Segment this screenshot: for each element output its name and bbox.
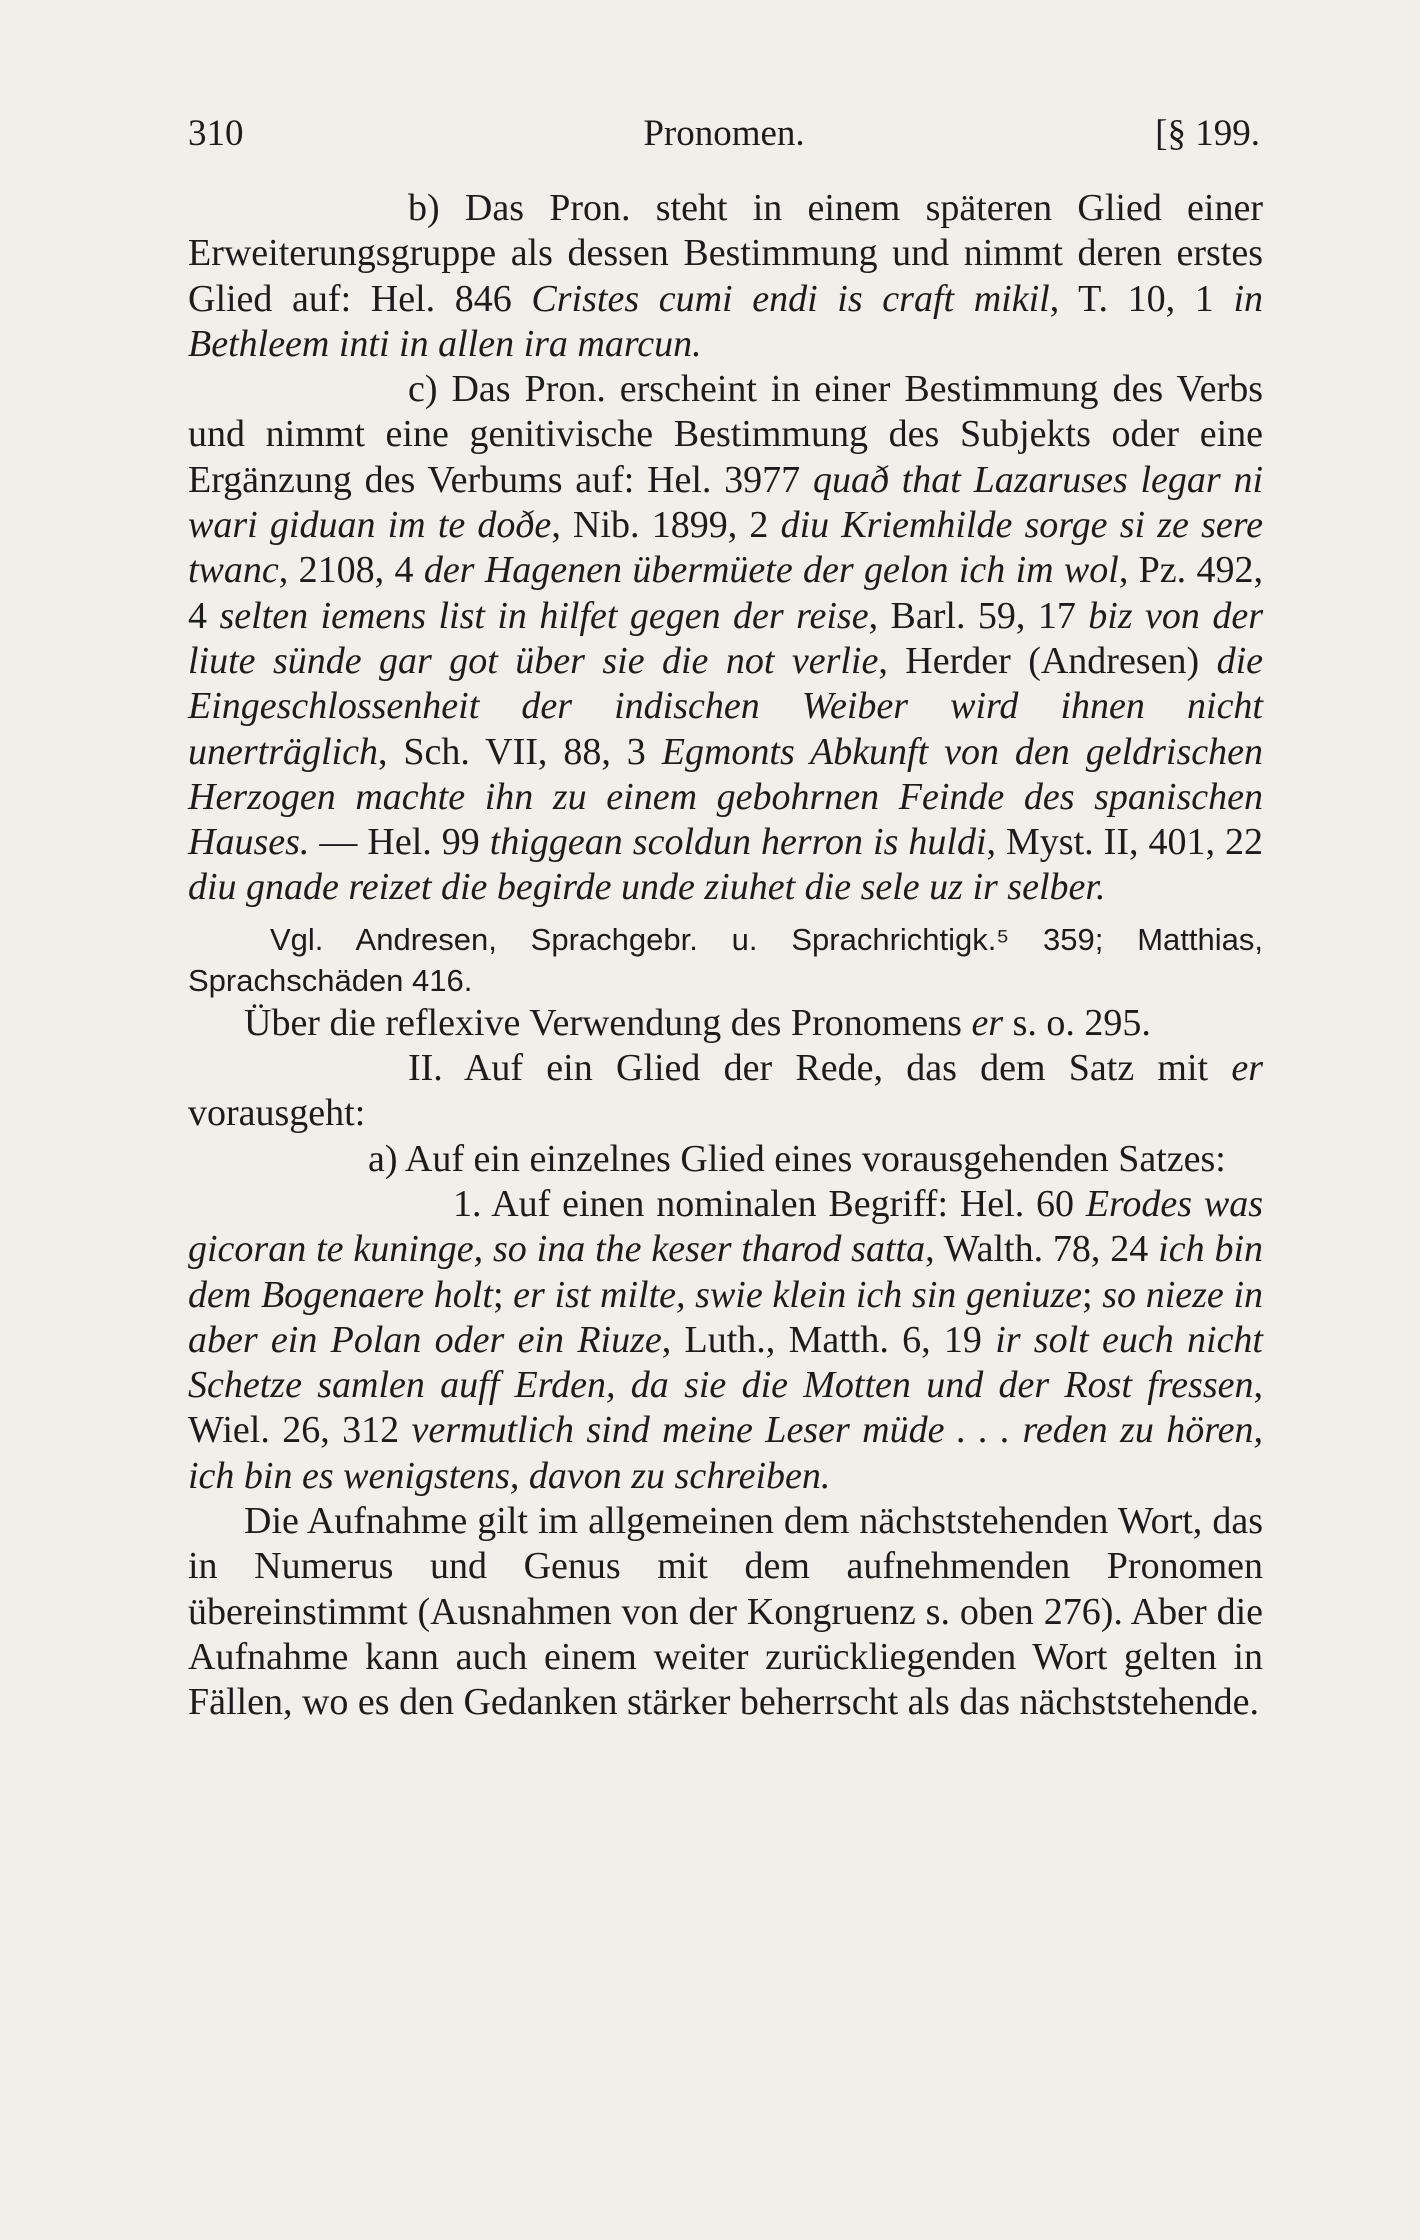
- text-run: Vgl. Andresen, Sprachgebr. u. Sprachrichtigk.⁵ 359; Matthias, Sprachschäden 416.: [188, 921, 1263, 998]
- text-run: a) Auf ein einzelnes Glied eines vorausgehenden Satzes:: [368, 1137, 1226, 1180]
- running-head: [188, 106, 1260, 162]
- italic-quotation: Erodes was gicoran te kuninge, so ina the keser tharod satta: [188, 1182, 1263, 1271]
- running-title: Pronomen.: [643, 113, 805, 154]
- paragraph-reflexive: [188, 1001, 1263, 1046]
- paragraph-1: [188, 1182, 1263, 1499]
- text-run: , Pz. 492, 4: [188, 549, 1264, 637]
- italic-quotation: in Bethleem inti in allen ira marcun.: [188, 277, 1263, 365]
- paragraph-a: [188, 1137, 1263, 1182]
- italic-quotation: diu Kriemhilde sorge si ze sere twanc: [188, 504, 1263, 592]
- paragraph-b: [188, 186, 1263, 367]
- body-text: [188, 186, 1263, 1726]
- text-run: , Walth. 78, 24: [925, 1228, 1159, 1271]
- italic-quotation: thiggean scoldun herron is huldi: [489, 821, 987, 864]
- text-run: , Sch. VII, 88, 3: [377, 730, 662, 773]
- text-run: Die Aufnahme gilt im allgemeinen dem nächststehenden Wort, das in Numerus und Genus mit dem aufnehmenden Pronomen übereinstimmt (Ausnahmen von der Kongruenz s. oben 276). Aber die Aufnahme kann auch einem weiter zurückliegenden Wort gelten in Fällen, wo es den Gedanken stärker beherrscht als das nächststehende.: [188, 1500, 1263, 1724]
- text-run: , Barl. 59, 17: [868, 594, 1089, 637]
- text-run: b) Das Pron. steht in einem späteren Glied einer Erweiterungsgruppe als dessen Bestimmung und nimmt deren erstes Glied auf: Hel. 846: [188, 187, 1263, 320]
- italic-quotation: der Hagenen übermüete der gelon ich im wol: [423, 549, 1119, 592]
- paragraph-aufnahme: [188, 1499, 1263, 1725]
- text-run: c) Das Pron. erscheint in einer Bestimmung des Verbs und nimmt eine genitivische Bestimmung des Subjekts oder eine Ergänzung des Verbums auf: Hel. 3977: [188, 368, 1263, 501]
- italic-quotation: so nieze in aber ein Polan oder ein Riuze: [188, 1273, 1263, 1361]
- italic-quotation: Egmonts Abkunft von den geldrischen Herzogen machte ihn zu einem gebohrnen Feinde des spanischen Hauses.: [188, 730, 1263, 864]
- text-run: , Wiel. 26, 312: [188, 1364, 1263, 1452]
- text-run: , Herder (Andresen): [878, 639, 1217, 682]
- italic-quotation: er: [971, 1001, 1004, 1044]
- footnote-reference: [188, 919, 1263, 1001]
- italic-quotation: ir solt euch nicht Schetze samlen auff Erden, da sie die Motten und der Rost fressen: [188, 1318, 1263, 1407]
- italic-quotation: selten iemens list in hilfet gegen der reise: [219, 594, 869, 637]
- italic-quotation: quað that Lazaruses legar ni wari giduan im te doðe: [188, 458, 1264, 547]
- italic-quotation: die Eingeschlossenheit der indischen Weiber wird ihnen nicht unerträglich: [188, 639, 1263, 773]
- page-number: 310: [188, 113, 244, 154]
- text-run: , Luth., Matth. 6, 19: [661, 1318, 996, 1361]
- text-run: , Nib. 1899, 2: [551, 504, 781, 547]
- text-run: , T. 10, 1: [1049, 277, 1234, 320]
- italic-quotation: Cristes cumi endi is craft mikil: [531, 277, 1050, 320]
- section-reference: [§ 199.: [1155, 113, 1260, 154]
- italic-quotation: vermutlich sind meine Leser müde . . . reden zu hören, ich bin es wenigstens, davon zu schreiben.: [188, 1409, 1263, 1497]
- text-run: , Myst. II, 401, 22: [986, 821, 1263, 864]
- italic-quotation: biz von der liute sünde gar got über sie die not verlie: [188, 594, 1263, 682]
- text-run: ;: [1082, 1273, 1103, 1316]
- text-run: Über die reflexive Verwendung des Pronomens: [244, 1001, 972, 1044]
- italic-quotation: diu gnade reizet die begirde unde ziuhet die sele uz ir selber.: [188, 866, 1106, 909]
- paragraph-section-II: [188, 1046, 1263, 1137]
- italic-quotation: er: [1231, 1047, 1263, 1090]
- text-run: , 2108, 4: [278, 549, 424, 592]
- italic-quotation: er ist milte, swie klein ich sin geniuze: [513, 1273, 1083, 1316]
- text-run: ;: [492, 1273, 514, 1316]
- paragraph-c: [188, 367, 1263, 911]
- text-run: vorausgeht:: [188, 1092, 366, 1135]
- text-run: 1. Auf einen nominalen Begriff: Hel. 60: [453, 1182, 1086, 1225]
- text-run: s. o. 295.: [1003, 1001, 1151, 1044]
- text-run: — Hel. 99: [309, 821, 490, 864]
- text-run: II. Auf ein Glied der Rede, das dem Satz mit: [408, 1047, 1232, 1090]
- italic-quotation: ich bin dem Bogenaere holt: [188, 1228, 1263, 1316]
